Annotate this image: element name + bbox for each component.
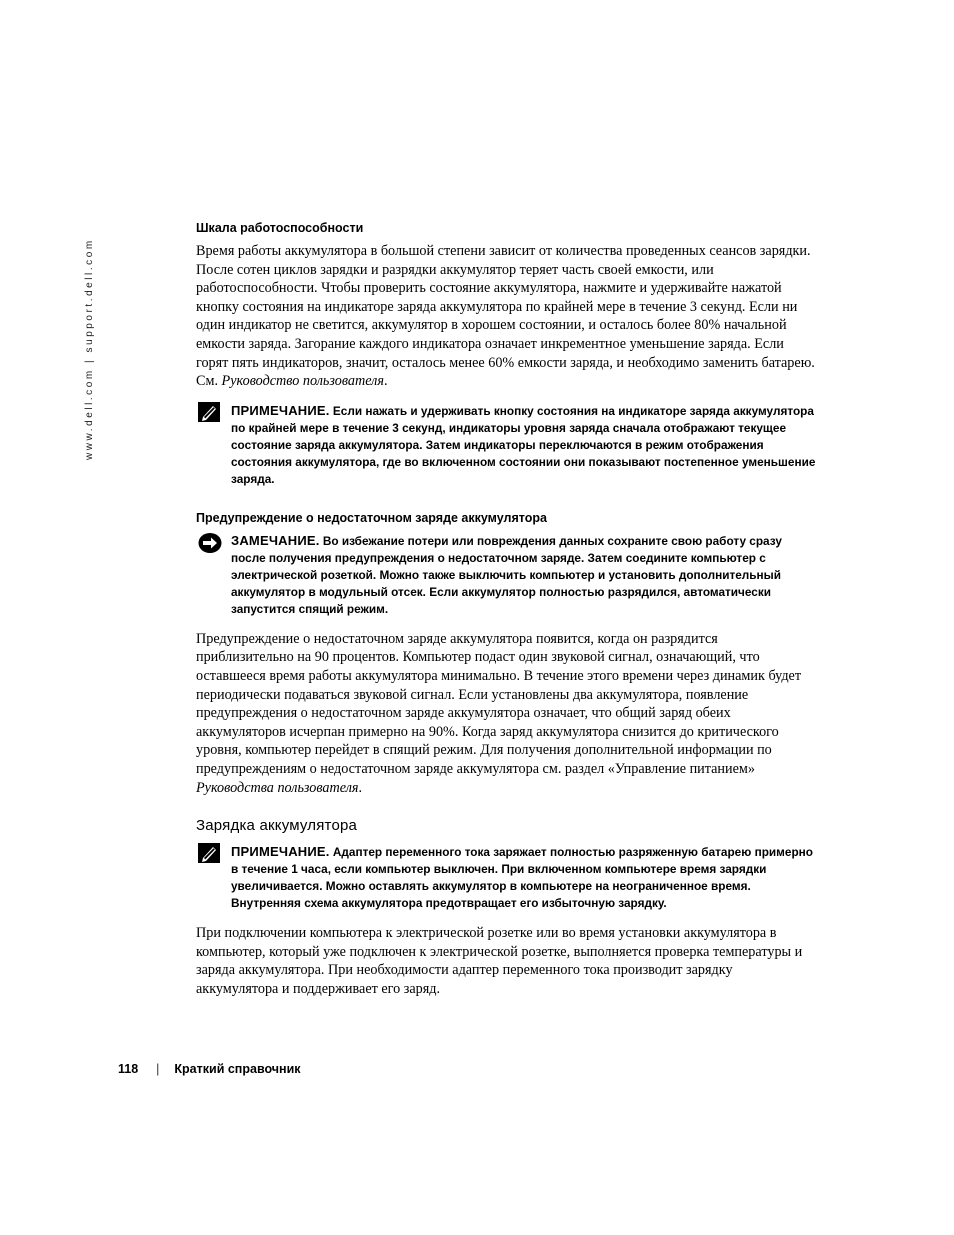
section-battery-health <box>196 220 816 488</box>
section-heading: Предупреждение о недостаточном заряде аккумулятора <box>196 510 547 525</box>
user-guide-reference: Руководства пользователя <box>196 779 359 796</box>
notice-block <box>196 532 816 618</box>
body-paragraph <box>196 242 816 391</box>
note-label: ПРИМЕЧАНИЕ. <box>231 402 330 418</box>
note-block <box>196 843 816 912</box>
user-guide-reference: Руководство пользователя <box>221 373 384 390</box>
body-paragraph <box>196 630 816 797</box>
pencil-note-icon <box>198 402 220 422</box>
note-text: Адаптер переменного тока заряжает полностью разряженную батарею примерно в течение 1 часа, если компьютер выключен. При включенном компьютере время зарядки увеличивается. Можно оставлять аккумулятор в компьютере на неограниченное время. Внутренняя схема аккумулятора предотвращает его избыточную зарядку. <box>231 845 813 911</box>
page-footer <box>118 1062 301 1076</box>
section-heading: Шкала работоспособности <box>196 221 364 235</box>
paragraph-end: . <box>383 373 388 390</box>
section-charging <box>196 817 816 998</box>
note-label: ПРИМЕЧАНИЕ. <box>231 844 330 860</box>
side-url: www.dell.com | support.dell.com <box>84 238 95 460</box>
section-low-battery-warning <box>196 510 816 797</box>
notice-label: ЗАМЕЧАНИЕ. <box>231 532 320 548</box>
page-number: 118 <box>118 1062 139 1076</box>
pencil-note-icon <box>198 843 220 863</box>
footer-separator: | <box>156 1062 160 1076</box>
footer-title: Краткий справочник <box>174 1062 301 1076</box>
notice-arrow-icon <box>198 532 220 552</box>
paragraph-text: Предупреждение о недостаточном заряде аккумулятора появится, когда он разрядится приблизительно на 90 процентов. Компьютер подаст один звуковой сигнал, означающий, что оставшееся время работы аккумулятора минимально. В течение этого времени через динамик будет периодически подаваться звуковой сигнал. Если установлены два аккумулятора, появление предупреждения о недостаточном заряде аккумулятора означает, что общий заряд обеих аккумуляторов исчерпан примерно на 90%. Когда заряд аккумулятора снизится до критического уровня, компьютер перейдет в спящий режим. Для получения дополнительной информации по предупреждениям о недостаточном заряде аккумулятора см. раздел «Управление питанием» <box>196 630 802 777</box>
body-paragraph: При подключении компьютера к электрической розетке или во время установки аккумулятора в компьютер, который уже подключен к электрической розетке, выполняется проверка температуры и заряда аккумулятора. При необходимости адаптер переменного тока производит зарядку аккумулятора и поддерживает его заряд. <box>196 925 803 997</box>
note-block <box>196 402 816 488</box>
section-heading: Зарядка аккумулятора <box>196 817 358 835</box>
page-content <box>196 220 816 998</box>
notice-text: Во избежание потери или повреждения данных сохраните свою работу сразу после получения предупреждения о недостаточном заряде. Затем соедините компьютер с электрической розеткой. Можно также выключить компьютер и установить дополнительный аккумулятор в модульный отсек. Если аккумулятор полностью разрядился, автоматически запустится спящий режим. <box>231 533 782 616</box>
paragraph-end: . <box>358 779 363 796</box>
paragraph-text: Время работы аккумулятора в большой степени зависит от количества проведенных сеансов зарядки. После сотен циклов зарядки и разрядки аккумулятор теряет часть своей емкости, или работоспособности. Чтобы проверить состояние аккумулятора, нажмите и удерживайте нажатой кнопку состояния на индикаторе заряда аккумулятора по крайней мере в течение 3 секунд. Если ни один индикатор не светится, аккумулятор в хорошем состоянии, и осталось более 80% начальной емкости заряда. Загорание каждого индикатора означает инкрементное уменьшение заряда. Если горят пять индикаторов, значит, осталось менее 60% емкости заряда, и необходимо заменить батарею. См. <box>196 243 815 390</box>
note-text: Если нажать и удерживать кнопку состояния на индикаторе заряда аккумулятора по крайней мере в течение 3 секунд, индикаторы уровня заряда сначала отображают текущее состояние заряда аккумулятора. Затем индикаторы переключаются в режим отображения состояния аккумулятора, где во включенном состоянии они показывают постепенное уменьшение заряда. <box>231 403 816 486</box>
